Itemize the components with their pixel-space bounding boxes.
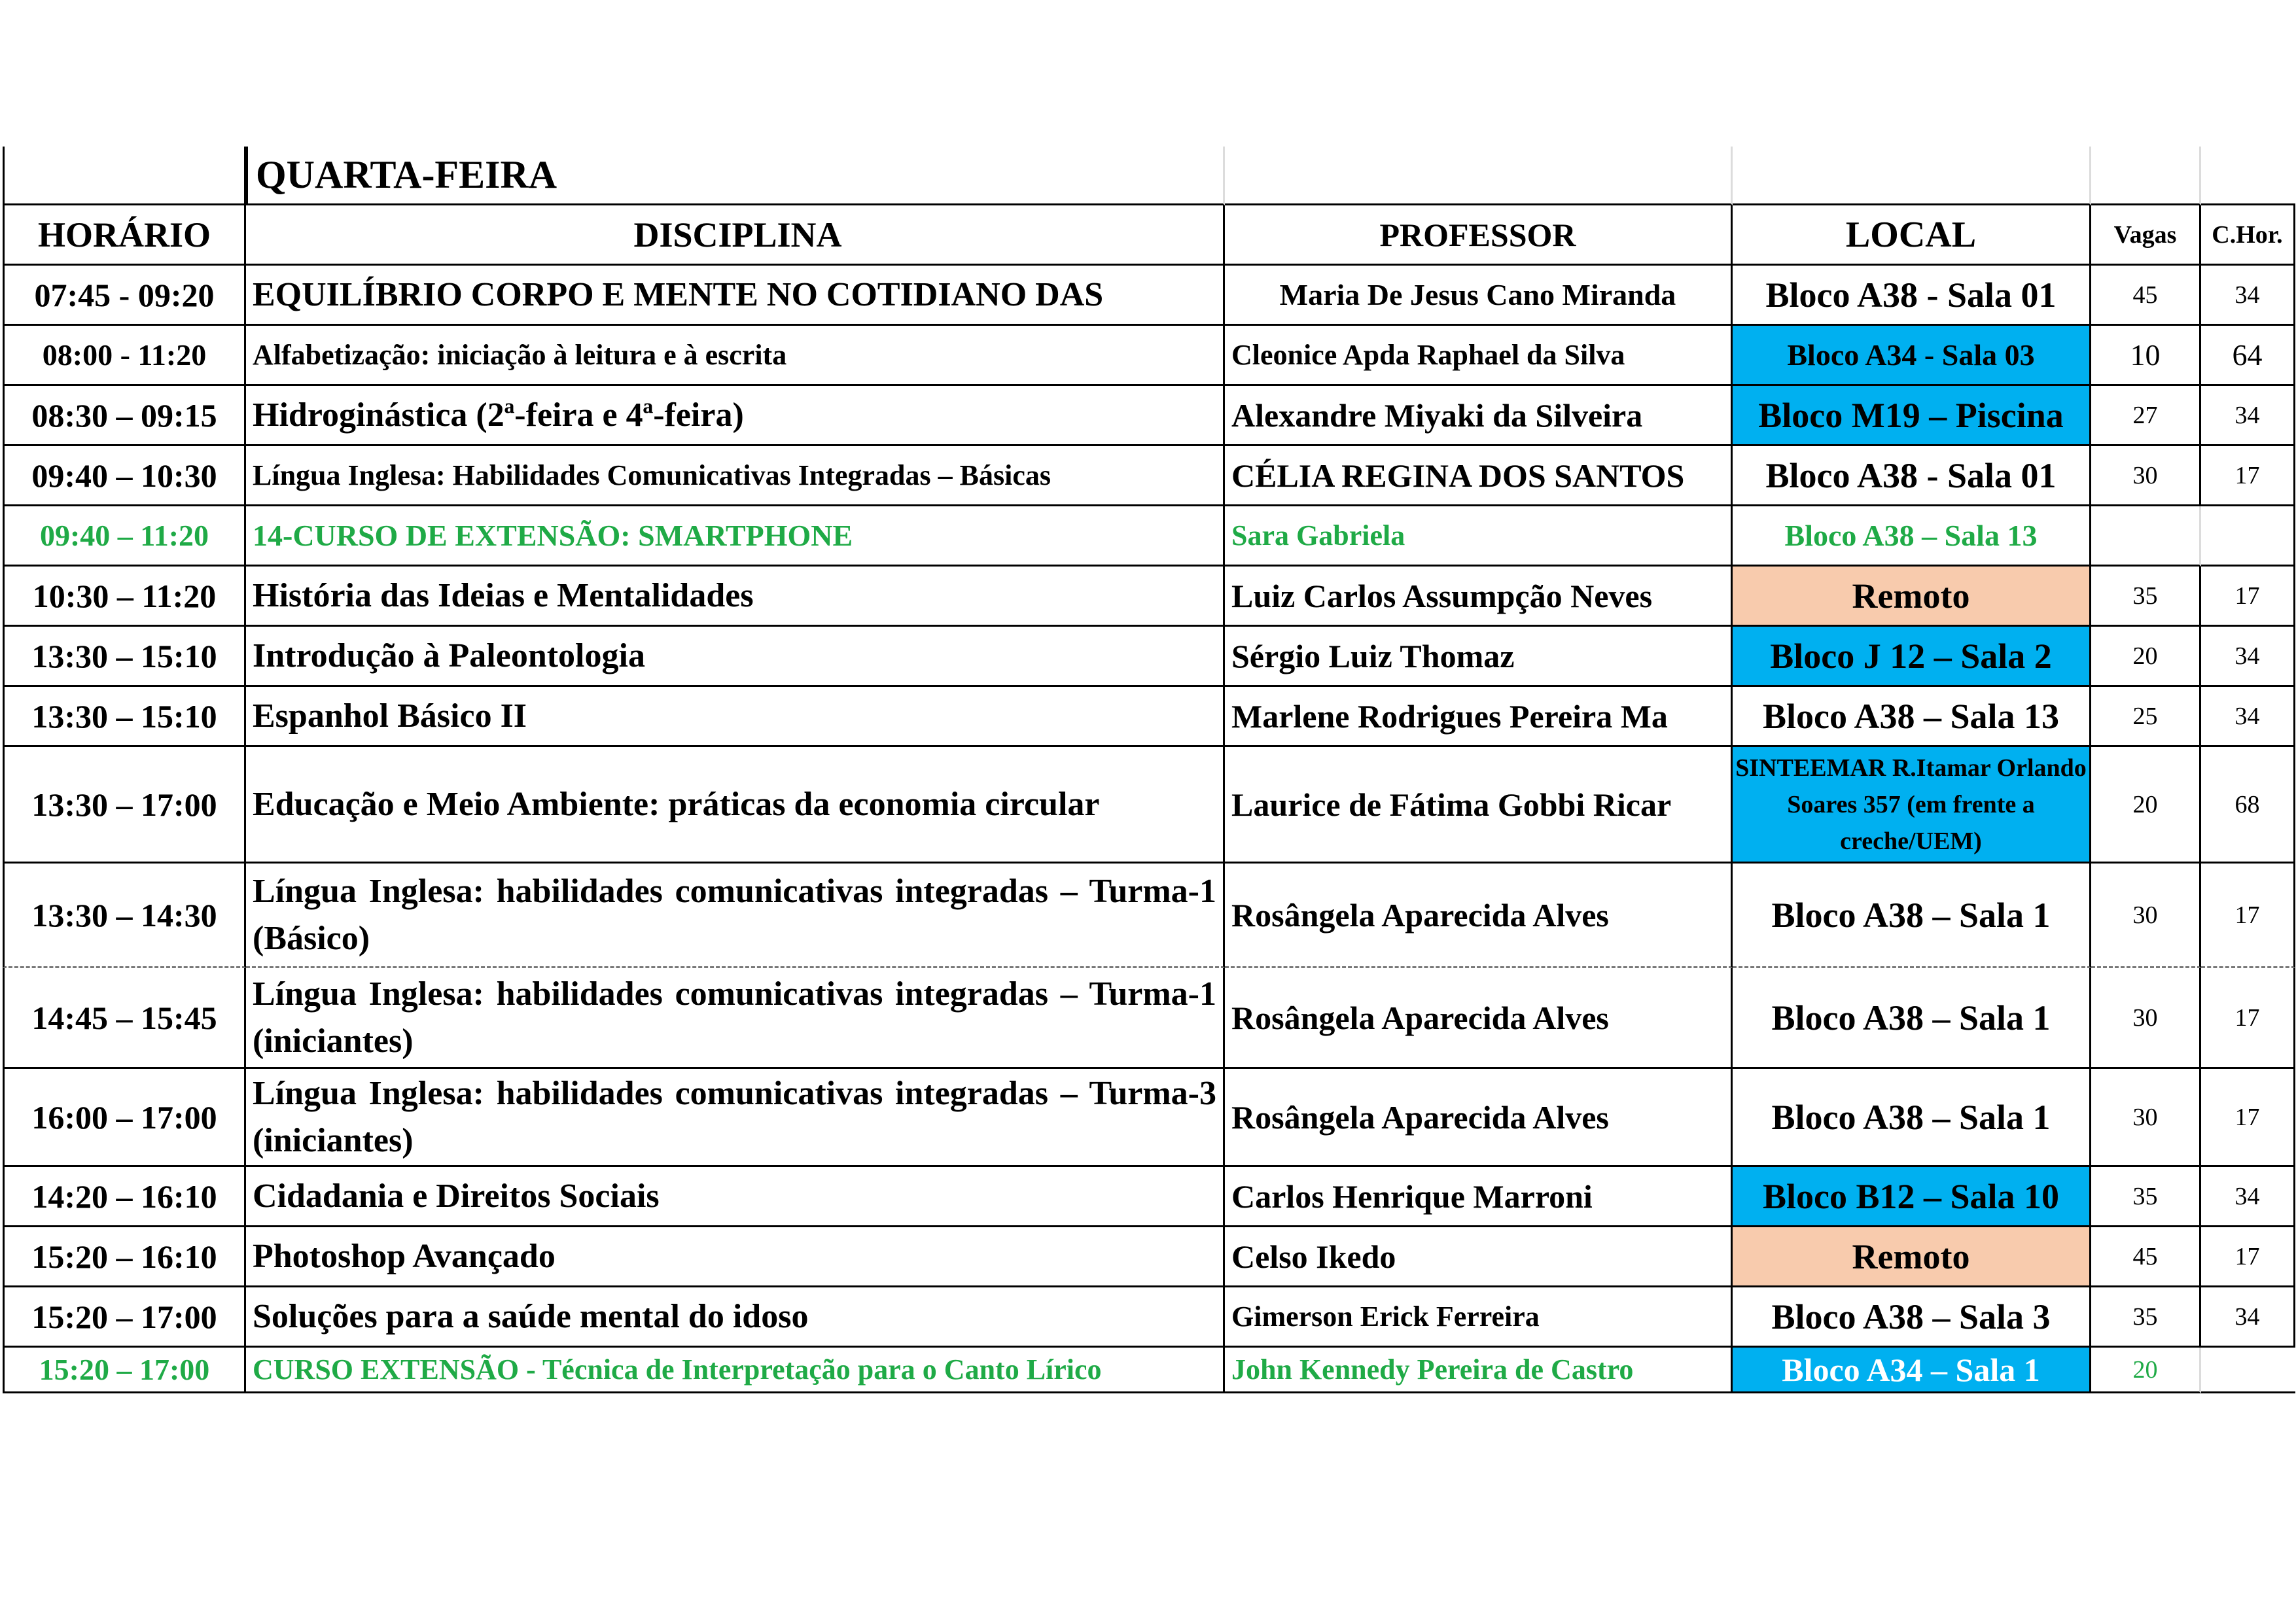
- discipline-cell: Língua Inglesa: habilidades comunicativas integradas – Turma-1 (Básico): [246, 864, 1225, 968]
- ch-cell: 17: [2201, 567, 2295, 627]
- time-cell: 13:30 – 14:30: [3, 864, 246, 968]
- location-cell: Bloco A38 – Sala 13: [1733, 506, 2091, 567]
- vagas-cell: 20: [2091, 1348, 2201, 1393]
- ch-cell: 17: [2201, 1227, 2295, 1287]
- professor-cell: Laurice de Fátima Gobbi Ricar: [1225, 747, 1733, 864]
- vagas-cell: 35: [2091, 567, 2201, 627]
- ch-cell: 34: [2201, 1287, 2295, 1348]
- table-row: [0, 266, 2296, 326]
- ch-cell: 34: [2201, 266, 2295, 326]
- location-cell: Bloco A34 – Sala 1: [1733, 1348, 2091, 1393]
- professor-cell: Rosângela Aparecida Alves: [1225, 1069, 1733, 1167]
- discipline-cell: Cidadania e Direitos Sociais: [246, 1167, 1225, 1227]
- header-vagas: Vagas: [2091, 205, 2201, 266]
- professor-cell: Rosângela Aparecida Alves: [1225, 968, 1733, 1069]
- header-professor: PROFESSOR: [1225, 205, 1733, 266]
- ch-cell: 17: [2201, 1069, 2295, 1167]
- ch-cell: 17: [2201, 446, 2295, 506]
- table-row: [0, 326, 2296, 386]
- vagas-cell: 30: [2091, 968, 2201, 1069]
- ch-cell: 34: [2201, 627, 2295, 687]
- header-location: LOCAL: [1733, 205, 2091, 266]
- professor-cell: Sérgio Luiz Thomaz: [1225, 627, 1733, 687]
- vagas-cell: 45: [2091, 266, 2201, 326]
- time-cell: 15:20 – 17:00: [3, 1287, 246, 1348]
- professor-cell: CÉLIA REGINA DOS SANTOS: [1225, 446, 1733, 506]
- title-spacer: [1225, 147, 1733, 205]
- schedule-table: [0, 147, 2296, 1393]
- vagas-cell: [2091, 506, 2201, 567]
- vagas-cell: 30: [2091, 864, 2201, 968]
- location-cell: Remoto: [1733, 1227, 2091, 1287]
- location-cell: Bloco M19 – Piscina: [1733, 386, 2091, 446]
- table-row: [0, 1167, 2296, 1227]
- time-cell: 13:30 – 15:10: [3, 627, 246, 687]
- discipline-cell: Educação e Meio Ambiente: práticas da economia circular: [246, 747, 1225, 864]
- table-row: [0, 446, 2296, 506]
- location-cell: Bloco A38 – Sala 1: [1733, 864, 2091, 968]
- ch-cell: [2201, 1348, 2295, 1393]
- professor-cell: Marlene Rodrigues Pereira Ma: [1225, 687, 1733, 747]
- ch-cell: 68: [2201, 747, 2295, 864]
- time-cell: 09:40 – 11:20: [3, 506, 246, 567]
- vagas-cell: 35: [2091, 1287, 2201, 1348]
- title-row: [0, 147, 2296, 205]
- professor-cell: Sara Gabriela: [1225, 506, 1733, 567]
- time-cell: 10:30 – 11:20: [3, 567, 246, 627]
- professor-cell: Maria De Jesus Cano Miranda: [1225, 266, 1733, 326]
- time-cell: 14:45 – 15:45: [3, 968, 246, 1069]
- professor-cell: Cleonice Apda Raphael da Silva: [1225, 326, 1733, 386]
- time-cell: 07:45 - 09:20: [3, 266, 246, 326]
- vagas-cell: 27: [2091, 386, 2201, 446]
- table-row: [0, 627, 2296, 687]
- table-row: [0, 506, 2296, 567]
- ch-cell: [2201, 506, 2295, 567]
- table-row: [0, 747, 2296, 864]
- discipline-cell: História das Ideias e Mentalidades: [246, 567, 1225, 627]
- time-cell: 14:20 – 16:10: [3, 1167, 246, 1227]
- header-row: [0, 205, 2296, 266]
- professor-cell: Rosângela Aparecida Alves: [1225, 864, 1733, 968]
- ch-cell: 17: [2201, 864, 2295, 968]
- table-row: [0, 968, 2296, 1069]
- location-cell: Bloco A38 – Sala 1: [1733, 968, 2091, 1069]
- time-cell: 15:20 – 17:00: [3, 1348, 246, 1393]
- time-cell: 15:20 – 16:10: [3, 1227, 246, 1287]
- location-cell: Remoto: [1733, 567, 2091, 627]
- vagas-cell: 20: [2091, 627, 2201, 687]
- title-spacer: [3, 147, 246, 205]
- table-row: [0, 1069, 2296, 1167]
- professor-cell: John Kennedy Pereira de Castro: [1225, 1348, 1733, 1393]
- ch-cell: 64: [2201, 326, 2295, 386]
- vagas-cell: 30: [2091, 1069, 2201, 1167]
- discipline-cell: EQUILÍBRIO CORPO E MENTE NO COTIDIANO DAS: [246, 266, 1225, 326]
- location-cell: Bloco J 12 – Sala 2: [1733, 627, 2091, 687]
- time-cell: 09:40 – 10:30: [3, 446, 246, 506]
- table-row: [0, 1348, 2296, 1393]
- professor-cell: Celso Ikedo: [1225, 1227, 1733, 1287]
- discipline-cell: Alfabetização: iniciação à leitura e à escrita: [246, 326, 1225, 386]
- location-cell: Bloco A38 – Sala 1: [1733, 1069, 2091, 1167]
- table-row: [0, 687, 2296, 747]
- discipline-cell: Língua Inglesa: habilidades comunicativas integradas – Turma-1 (iniciantes): [246, 968, 1225, 1069]
- table-row: [0, 1287, 2296, 1348]
- location-cell: Bloco B12 – Sala 10: [1733, 1167, 2091, 1227]
- professor-cell: Luiz Carlos Assumpção Neves: [1225, 567, 1733, 627]
- discipline-cell: Língua Inglesa: Habilidades Comunicativas Integradas – Básicas: [246, 446, 1225, 506]
- vagas-cell: 10: [2091, 326, 2201, 386]
- header-time: HORÁRIO: [3, 205, 246, 266]
- vagas-cell: 45: [2091, 1227, 2201, 1287]
- location-cell: Bloco A38 – Sala 13: [1733, 687, 2091, 747]
- ch-cell: 34: [2201, 687, 2295, 747]
- time-cell: 08:00 - 11:20: [3, 326, 246, 386]
- title-spacer: [2091, 147, 2201, 205]
- discipline-cell: CURSO EXTENSÃO - Técnica de Interpretação para o Canto Lírico: [246, 1348, 1225, 1393]
- table-row: [0, 386, 2296, 446]
- header-ch: C.Hor.: [2201, 205, 2295, 266]
- table-row: [0, 567, 2296, 627]
- table-row: [0, 864, 2296, 968]
- professor-cell: Gimerson Erick Ferreira: [1225, 1287, 1733, 1348]
- location-cell: Bloco A38 - Sala 01: [1733, 266, 2091, 326]
- ch-cell: 17: [2201, 968, 2295, 1069]
- time-cell: 13:30 – 15:10: [3, 687, 246, 747]
- table-row: [0, 1227, 2296, 1287]
- discipline-cell: Língua Inglesa: habilidades comunicativas integradas – Turma-3 (iniciantes): [246, 1069, 1225, 1167]
- vagas-cell: 30: [2091, 446, 2201, 506]
- discipline-cell: Photoshop Avançado: [246, 1227, 1225, 1287]
- header-discipline: DISCIPLINA: [246, 205, 1225, 266]
- discipline-cell: Introdução à Paleontologia: [246, 627, 1225, 687]
- vagas-cell: 25: [2091, 687, 2201, 747]
- ch-cell: 34: [2201, 386, 2295, 446]
- professor-cell: Carlos Henrique Marroni: [1225, 1167, 1733, 1227]
- title-spacer: [2201, 147, 2295, 205]
- time-cell: 13:30 – 17:00: [3, 747, 246, 864]
- discipline-cell: 14-CURSO DE EXTENSÃO: SMARTPHONE: [246, 506, 1225, 567]
- discipline-cell: Espanhol Básico II: [246, 687, 1225, 747]
- discipline-cell: Soluções para a saúde mental do idoso: [246, 1287, 1225, 1348]
- location-cell: Bloco A38 – Sala 3: [1733, 1287, 2091, 1348]
- professor-cell: Alexandre Miyaki da Silveira: [1225, 386, 1733, 446]
- discipline-cell: Hidroginástica (2ª-feira e 4ª-feira): [246, 386, 1225, 446]
- vagas-cell: 20: [2091, 747, 2201, 864]
- location-cell: Bloco A38 - Sala 01: [1733, 446, 2091, 506]
- sheet-title: QUARTA-FEIRA: [246, 147, 1225, 205]
- ch-cell: 34: [2201, 1167, 2295, 1227]
- title-spacer: [1733, 147, 2091, 205]
- location-cell: SINTEEMAR R.Itamar Orlando Soares 357 (em frente a creche/UEM): [1733, 747, 2091, 864]
- time-cell: 16:00 – 17:00: [3, 1069, 246, 1167]
- vagas-cell: 35: [2091, 1167, 2201, 1227]
- time-cell: 08:30 – 09:15: [3, 386, 246, 446]
- location-cell: Bloco A34 - Sala 03: [1733, 326, 2091, 386]
